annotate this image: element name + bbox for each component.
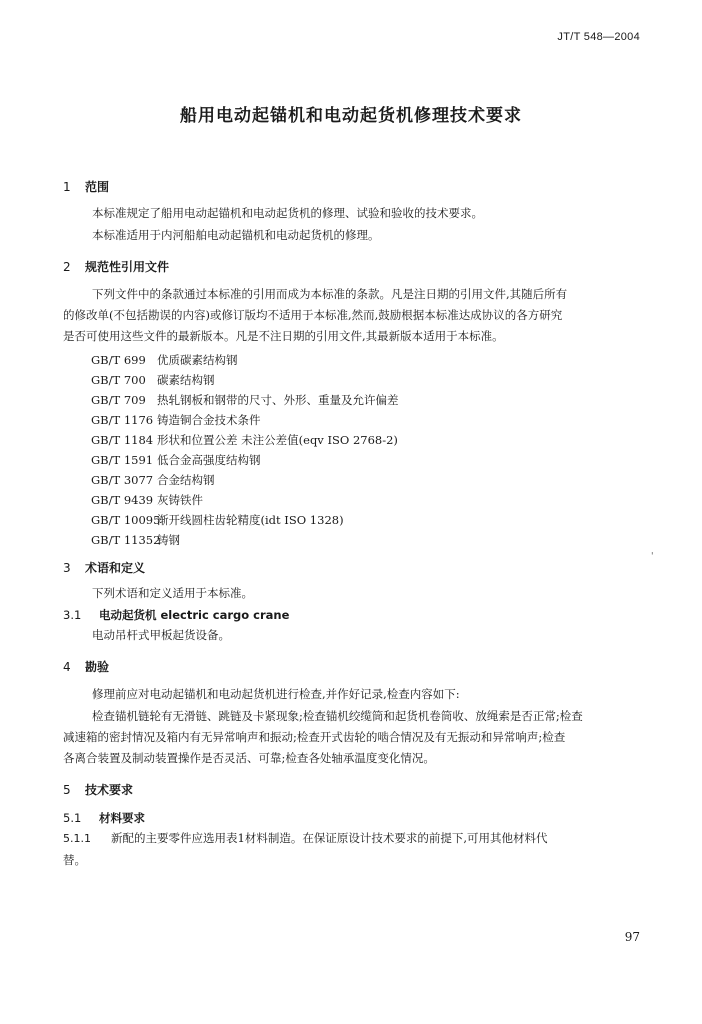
section-5-heading [63,781,133,798]
reference-item [91,452,261,468]
normative-references-line-3: 是否可使用这些文件的最新版本。凡是不注日期的引用文件,其最新版本适用于本标准。 [63,329,504,343]
reference-title: 低合金高强度结构钢 [157,453,261,467]
term-title: 电动起货机 electric cargo crane [99,608,290,622]
section-3-heading [63,559,145,576]
section-number: 2 [63,260,71,274]
term-definition: 电动吊杆式甲板起货设备。 [92,628,230,642]
subsection-title: 材料要求 [99,811,145,825]
reference-title: 渐开线圆柱齿轮精度(idt ISO 1328) [157,513,344,527]
section-2-heading [63,258,169,275]
inspection-line-4: 各离合装置及制动装置操作是否灵活、可靠;检查各处轴承温度变化情况。 [63,751,435,765]
clause-number: 5.1.1 [63,832,91,845]
reference-title: 合金结构钢 [157,473,215,487]
document-title: 船用电动起锚机和电动起货机修理技术要求 [180,106,522,126]
reference-code: GB/T 3077 [91,473,154,487]
reference-item [91,492,203,508]
reference-code: GB/T 11352 [91,533,161,547]
reference-code: GB/T 699 [91,353,146,367]
reference-code: GB/T 10095 [91,513,161,527]
reference-item [91,512,344,528]
reference-item [91,532,180,548]
clause-5-1-1-line-2: 替。 [63,853,86,867]
reference-code: GB/T 700 [91,373,146,387]
normative-references-line-2: 的修改单(不包括勘误的内容)或修订版均不适用于本标准,然而,鼓励根据本标准达成协议的各方研究 [63,308,563,322]
reference-title: 灰铸铁件 [157,493,203,507]
reference-title: 热轧钢板和钢带的尺寸、外形、重量及允许偏差 [157,393,399,407]
subsection-5-1-heading [63,810,145,826]
margin-mark: ' [651,552,654,562]
reference-code: GB/T 1176 [91,413,154,427]
reference-item [91,432,398,448]
reference-item [91,372,215,388]
section-title: 规范性引用文件 [85,260,170,274]
reference-title: 铸造铜合金技术条件 [157,413,261,427]
section-number: 5 [63,783,71,797]
section-title: 术语和定义 [85,561,146,575]
section-number: 3 [63,561,71,575]
section-4-heading [63,658,109,675]
reference-title: 铸钢 [157,533,180,547]
section-title: 技术要求 [85,783,134,797]
reference-code: GB/T 1184 [91,433,154,447]
reference-item [91,412,261,428]
inspection-line-1: 修理前应对电动起锚机和电动起货机进行检查,并作好记录,检查内容如下: [92,687,460,701]
section-title: 范围 [85,180,110,194]
section-number: 4 [63,660,71,674]
reference-item [91,392,399,408]
scope-paragraph-1: 本标准规定了船用电动起锚机和电动起货机的修理、试验和验收的技术要求。 [92,206,483,220]
section-title: 勘验 [85,660,110,674]
reference-item [91,352,238,368]
reference-code: GB/T 9439 [91,493,154,507]
subsection-number: 3.1 [63,608,82,622]
subsection-number: 5.1 [63,811,82,825]
terms-intro-paragraph: 下列术语和定义适用于本标准。 [92,586,253,600]
section-number: 1 [63,180,71,194]
reference-title: 碳素结构钢 [157,373,215,387]
page-number: 97 [624,930,640,944]
normative-references-line-1: 下列文件中的条款通过本标准的引用而成为本标准的条款。凡是注日期的引用文件,其随后所有 [92,287,568,301]
scope-paragraph-2: 本标准适用于内河船舶电动起锚机和电动起货机的修理。 [92,228,380,242]
clause-text: 新配的主要零件应选用表1材料制造。在保证原设计技术要求的前提下,可用其他材料代 [111,831,548,845]
standard-code-header: JT/T 548—2004 [557,31,640,43]
inspection-line-2: 检查锚机链轮有无滑链、跳链及卡紧现象;检查锚机绞缆筒和起货机卷筒收、放绳索是否正常;检查 [92,709,583,723]
section-1-heading [63,178,109,195]
reference-code: GB/T 1591 [91,453,154,467]
reference-code: GB/T 709 [91,393,146,407]
reference-item [91,472,215,488]
reference-title: 形状和位置公差 未注公差值(eqv ISO 2768-2) [157,433,398,447]
reference-title: 优质碳素结构钢 [157,353,238,367]
inspection-line-3: 减速箱的密封情况及箱内有无异常响声和振动;检查开式齿轮的啮合情况及有无振动和异常响声;检查 [63,730,566,744]
clause-5-1-1-line-1 [63,830,547,847]
term-3-1-heading [63,607,289,623]
